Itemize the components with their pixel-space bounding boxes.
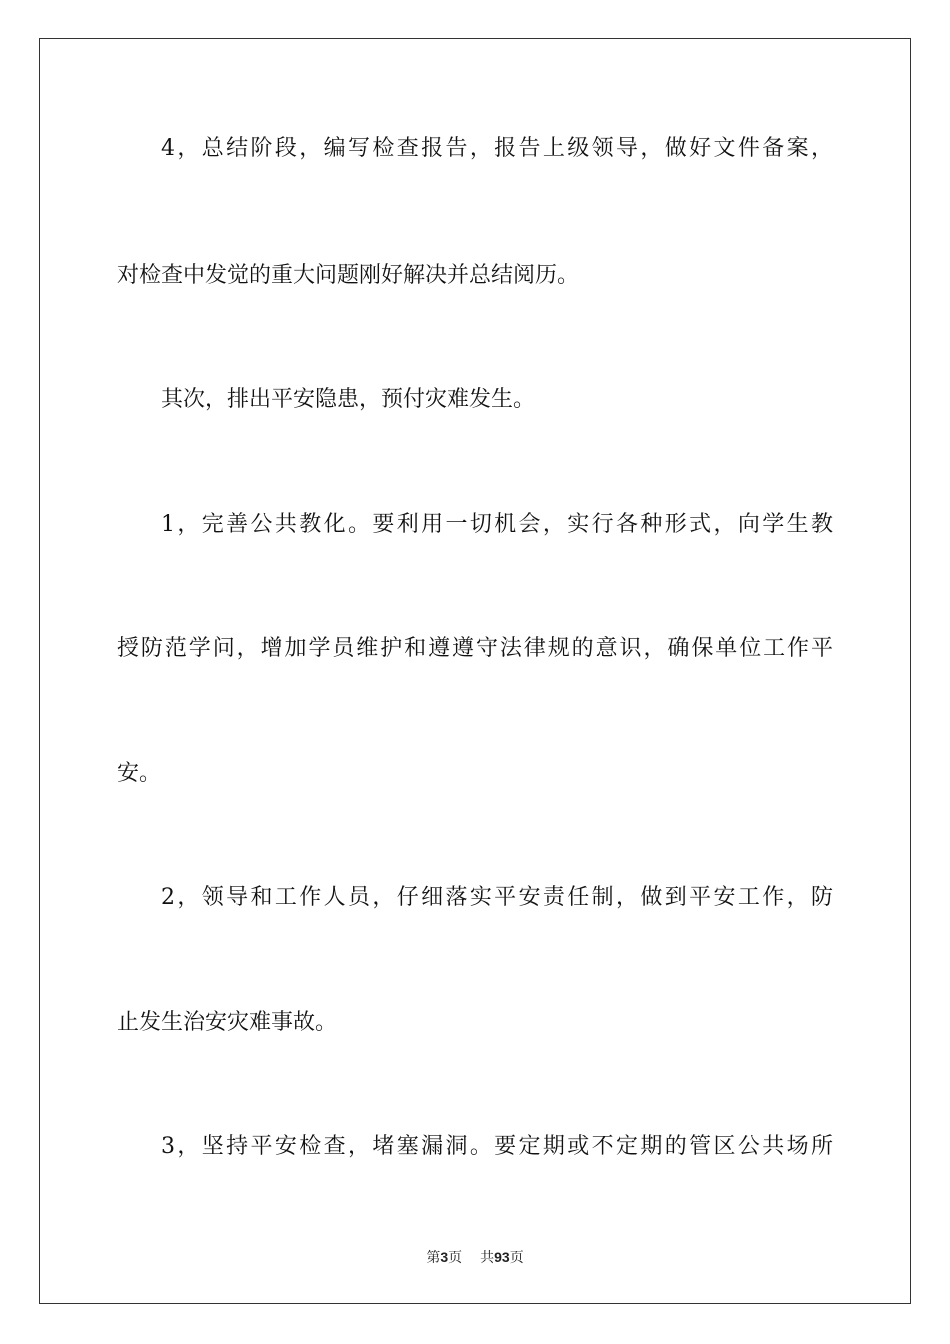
text-line-6: 安。 <box>117 761 162 786</box>
total-prefix: 共 <box>480 1250 495 1266</box>
text-line-1: 4，总结阶段，编写检查报告，报告上级领导，做好文件备案， <box>161 136 833 161</box>
page-prefix: 第 <box>426 1250 441 1266</box>
page-border <box>39 38 911 1304</box>
page-suffix: 页 <box>448 1250 463 1266</box>
total-suffix: 页 <box>509 1250 524 1266</box>
text-line-8: 止发生治安灾难事故。 <box>117 1010 338 1035</box>
text-line-2: 对检查中发觉的重大问题刚好解决并总结阅历。 <box>117 263 580 288</box>
text-line-9: 3，坚持平安检查，堵塞漏洞。要定期或不定期的管区公共场所 <box>161 1134 833 1159</box>
page-footer <box>0 1248 950 1267</box>
page-number: 3 <box>440 1249 449 1265</box>
text-line-3: 其次，排出平安隐患，预付灾难发生。 <box>161 387 536 412</box>
text-line-7: 2，领导和工作人员，仔细落实平安责任制，做到平安工作，防 <box>161 885 833 910</box>
text-line-4: 1，完善公共教化。要利用一切机会，实行各种形式，向学生教 <box>161 512 833 537</box>
text-line-5: 授防范学问，增加学员维护和遵遵守法律规的意识，确保单位工作平 <box>117 636 833 661</box>
total-pages: 93 <box>494 1249 510 1265</box>
